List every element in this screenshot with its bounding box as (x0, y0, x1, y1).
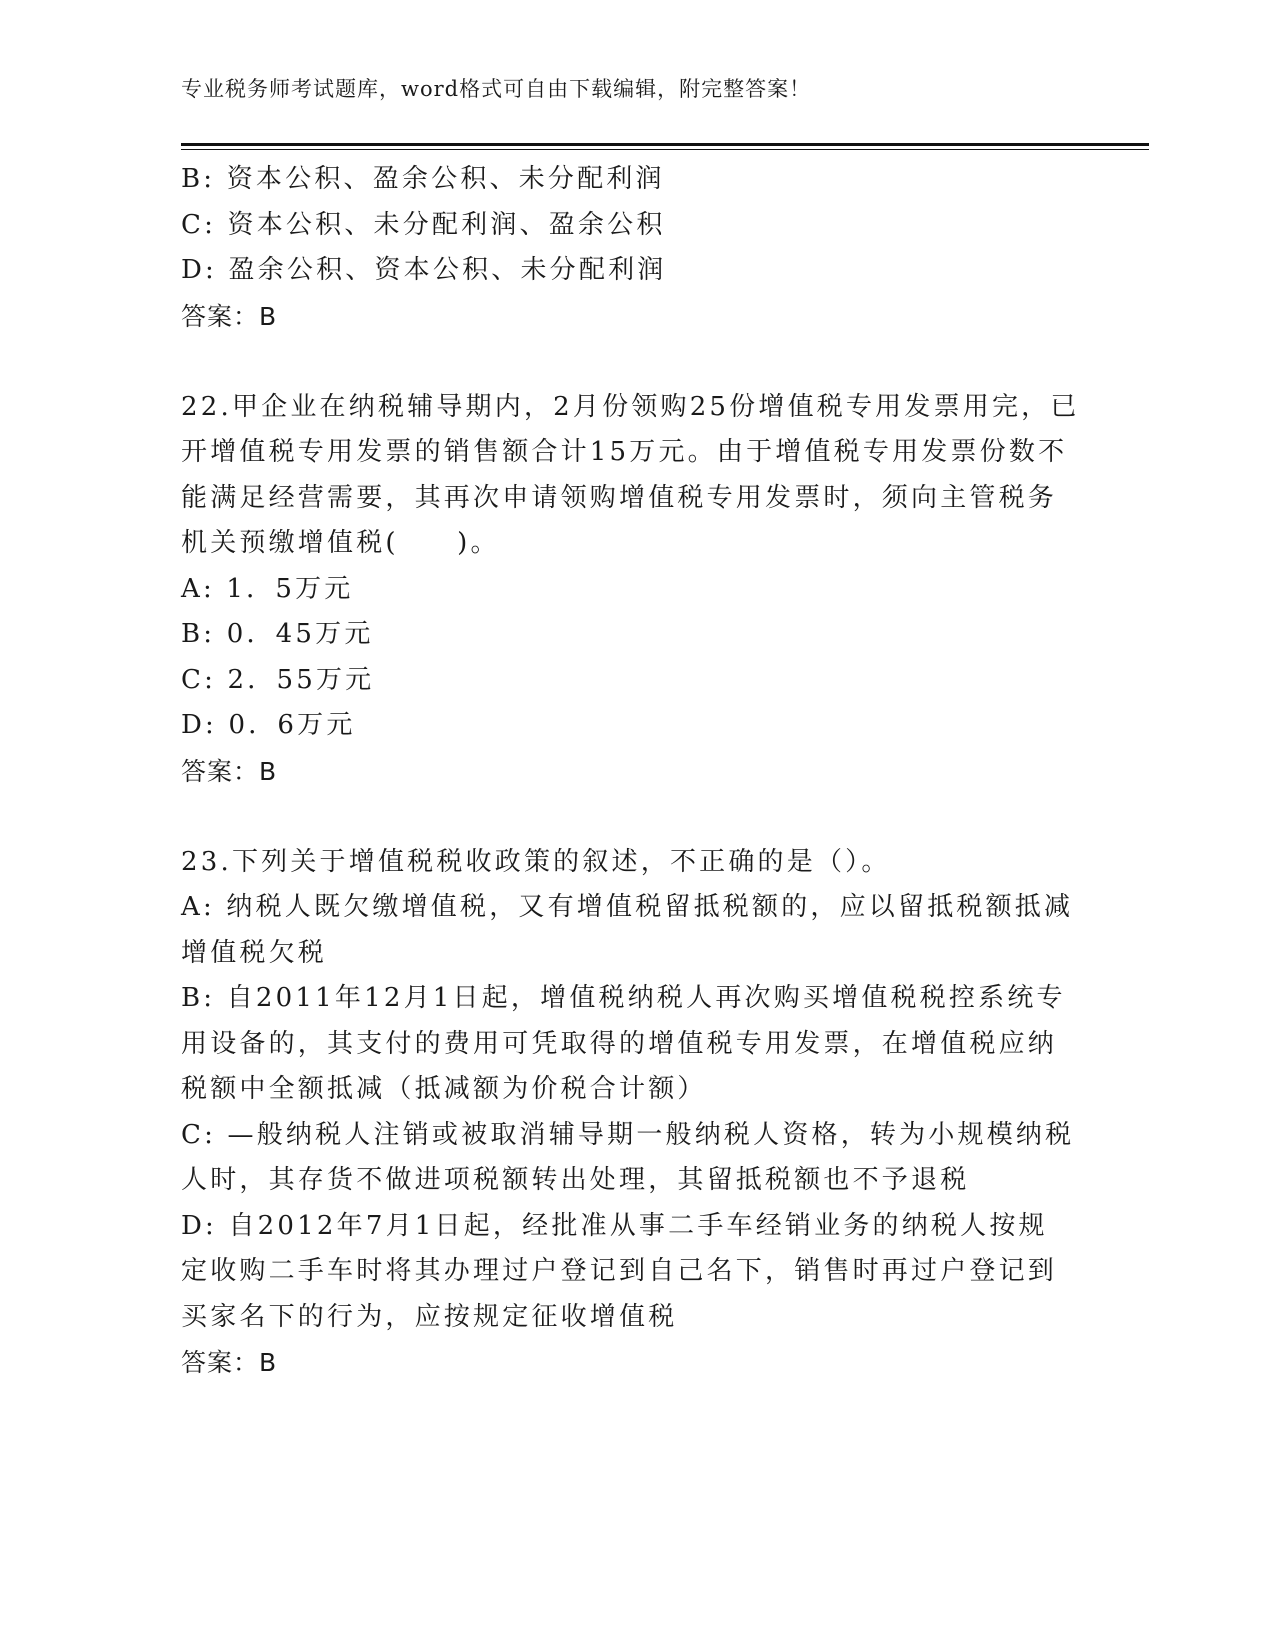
header-rule-thin (181, 149, 1149, 150)
spacer (181, 794, 1061, 840)
q22-stem-line: 能满足经营需要，其再次申请领购增值税专用发票时，须向主管税务 (181, 482, 1058, 513)
q23-option-a-line: A: 纳税人既欠缴增值税，又有增值税留抵税额的，应以留抵税额抵减 (181, 892, 1074, 922)
spacer (181, 339, 1061, 385)
q22-answer: 答案：B (181, 756, 278, 786)
q22-option-a: A: 1．5万元 (181, 573, 354, 604)
q22-stem-line: 机关预缴增值税( )。 (181, 528, 500, 558)
q21-answer: 答案：B (181, 301, 278, 331)
q21-option-d: D: 盈余公积、资本公积、未分配利润 (181, 255, 667, 285)
q21-option-b: B: 资本公积、盈余公积、未分配利润 (181, 164, 665, 194)
question-content (181, 157, 1080, 1386)
q23-option-c-line: C: —般纳税人注销或被取消辅导期一般纳税人资格，转为小规模纳税 (181, 1119, 1075, 1150)
q22-option-d: D: 0．6万元 (181, 710, 356, 740)
q22-option-b: B: 0．45万元 (181, 619, 374, 649)
q22-stem-line: 开增值税专用发票的销售额合计15万元。由于增值税专用发票份数不 (181, 437, 1068, 467)
q22-option-c: C: 2．55万元 (181, 664, 375, 695)
q23-option-b-line: B: 自2011年12月1日起，增值税纳税人再次购买增值税税控系统专 (181, 983, 1066, 1013)
q21-option-c: C: 资本公积、未分配利润、盈余公积 (181, 209, 666, 240)
page-header: 专业税务师考试题库，word格式可自由下载编辑，附完整答案！ (181, 77, 812, 101)
q23-option-d-line: 买家名下的行为，应按规定征收增值税 (181, 1301, 678, 1332)
q23-option-b-line: 用设备的，其支付的费用可凭取得的增值税专用发票，在增值税应纳 (181, 1028, 1058, 1059)
q23-option-c-line: 人时，其存货不做进项税额转出处理，其留抵税额也不予退税 (181, 1165, 970, 1195)
q23-option-b-line: 税额中全额抵减（抵减额为价税合计额） (181, 1074, 707, 1104)
q23-option-d-line: D: 自2012年7月1日起，经批准从事二手车经销业务的纳税人按规 (181, 1210, 1048, 1241)
header-rule-thick (181, 143, 1149, 146)
q22-stem-line: 22.甲企业在纳税辅导期内，2月份领购25份增值税专用发票用完，已 (181, 391, 1080, 422)
q23-option-d-line: 定收购二手车时将其办理过户登记到自己名下，销售时再过户登记到 (181, 1256, 1058, 1286)
q23-stem: 23.下列关于增值税税收政策的叙述，不正确的是（）。 (181, 846, 891, 877)
q23-option-a-line: 增值税欠税 (181, 937, 328, 968)
q23-answer: 答案：B (181, 1348, 278, 1377)
